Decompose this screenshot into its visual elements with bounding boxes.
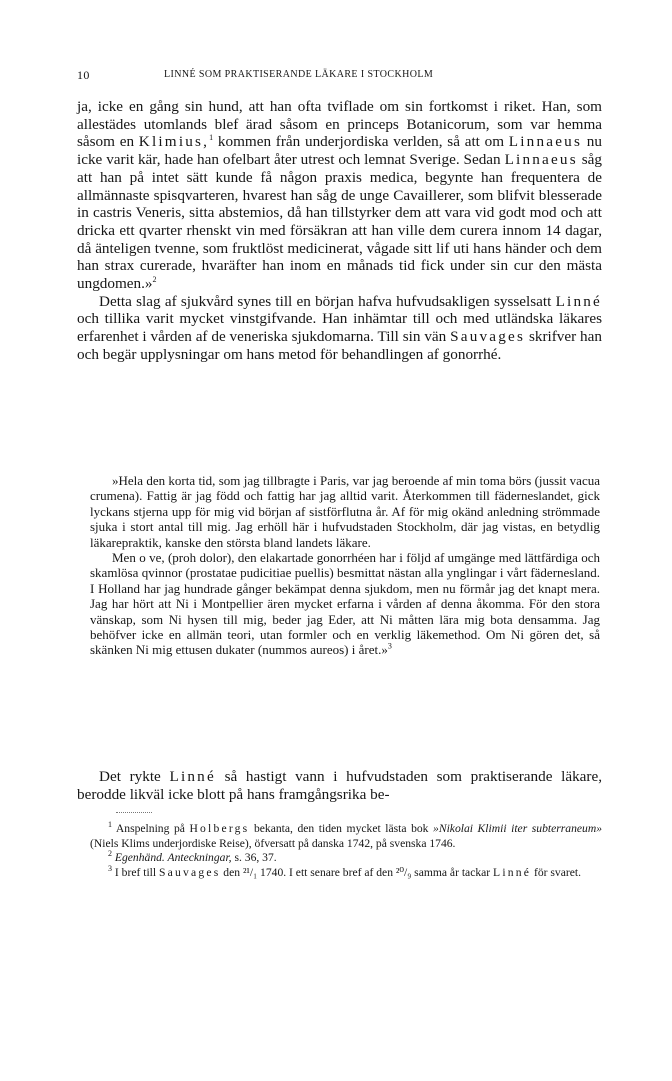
footnote-ref-1: 1 <box>209 133 214 143</box>
footnote-ref-3: 3 <box>387 642 392 652</box>
main-text <box>77 98 602 364</box>
footnote-divider <box>116 812 152 813</box>
page-number: 10 <box>77 68 90 82</box>
continuation-text <box>77 768 602 803</box>
footnotes <box>90 822 602 880</box>
page-header <box>77 68 602 84</box>
quote-paragraph-2: Men o ve, (proh dolor), den elakartade gonorrhéen har i följd af umgänge med lättfärdiga och skamlösa qvinnor (prostatae pudicitiae puellis) besmittat nästan alla ynglingar i vårt fädernesland. I Holland har jag hundrade gånger bekämpat denna sjukdom, men nu förmår jag det knapt mera. Jag har hört att Ni i Montpellier ären mycket erfarna i vården af denna åkomma. För den stora vänskap, som Ni hysen till mig, beder jag Eder, att Ni måtten lära mig bota densamma. Jag behöfver icke en allmän teori, utan formler och en verklig läkemethod. Om Ni gören det, så skänken Ni mig ettusen dukater (nummos aureos) i året.»$^3$ <box>90 550 600 658</box>
name-klimius: Klimius, <box>138 133 210 151</box>
quote-paragraph-1: »Hela den korta tid, som jag tillbragte i Paris, var jag beroende af min toma börs (jussit vacua crumena). Fattig är jag född och fattig har jag alltid varit. Återkommen till fäderneslandet, gick lyckans stjerna upp för mig vid början af sistförflutna år. Af för mig okänd anledning strömmade sjuka i stort antal till mig. Jag erhöll här i hufvudstaden Stockholm, där jag vistas, en betydlig läkarepraktik, kanske den största bland landets läkare. <box>90 473 600 550</box>
footnote-1: $^1$ Anspelning på Holbergs bekanta, den tiden mycket lästa bok »Nikolai Klimii iter subterraneum» (Niels Klims underjordiske Reise), öfversatt på danska 1742, på svenska 1746. <box>90 820 602 850</box>
name-linne: Linné <box>169 768 216 785</box>
paragraph-3: Det rykte Linné så hastigt vann i hufvudstaden som praktiserande läkare, berodde likväl icke blott på hans framgångsrika be- <box>77 768 602 803</box>
paragraph-2: Detta slag af sjukvård synes till en början hafva hufvudsakligen sysselsatt Linné och tillika varit mycket vinstgifvande. Han inhämtar till och med utländska läkares erfarenhet i vården af de veneriska sjukdomarna. Till sin vän Sauvages skrifver han och begär upplysningar om hans metod för behandlingen af gonorrhé. <box>77 292 602 363</box>
book-title: »Nikolai Klimii iter subterraneum» <box>433 822 602 835</box>
running-head: LINNÉ SOM PRAKTISERANDE LÄKARE I STOCKHOLM <box>164 69 434 80</box>
name-linnaeus: Linnaeus <box>508 133 583 151</box>
name-linnaeus: Linnaeus <box>504 151 578 169</box>
footnote-2: $^2$ Egenhänd. Anteckningar, s. 36, 37. <box>108 849 277 865</box>
paragraph-1: ja, icke en gång sin hund, att han ofta tviflade om sin fortkomst i riket. Han, som allestädes utomlands blef ärad såsom en princeps Botanicorum, som var hemma såsom en Klimius,$^1$ kommen från underjordiska verlden, så att om Linnaeus nu icke varit kär, hade han ofelbart åter utrest och lemnat Sverige. Sedan Linnaeus såg att han på intet sätt kunde få någon praxis medica, begynte han frequentera de allmännaste spisqvarteren, hvarest han såg de unge Cavaillerer, som blifvit blesserade in castris Veneris, sitta abstemios, då han tillstyrker dem att vara vid godt mod och att dricka ett qvarter rhenskt vin med försäkran att han ville dem curera innom 14 dagar, då änteligen tvenne, som fruktlöst medicinerat, vågade sitt lif uti hans händer och dem han strax curerade, hvaräfter han inom en månads tid fick under sin cur den mästa ungdomen.»$^2$ <box>77 98 603 293</box>
name-sauvages: Sauvages <box>450 328 526 346</box>
name-linne: Linné <box>555 292 602 310</box>
block-quote <box>90 473 600 658</box>
footnote-ref-2: 2 <box>152 274 157 284</box>
footnote-3: $^3$ I bref till Sauvages den ²¹/₁ 1740. I ett senare bref af den ²⁰/₉ samma år tackar Linné för svaret. <box>108 863 581 879</box>
